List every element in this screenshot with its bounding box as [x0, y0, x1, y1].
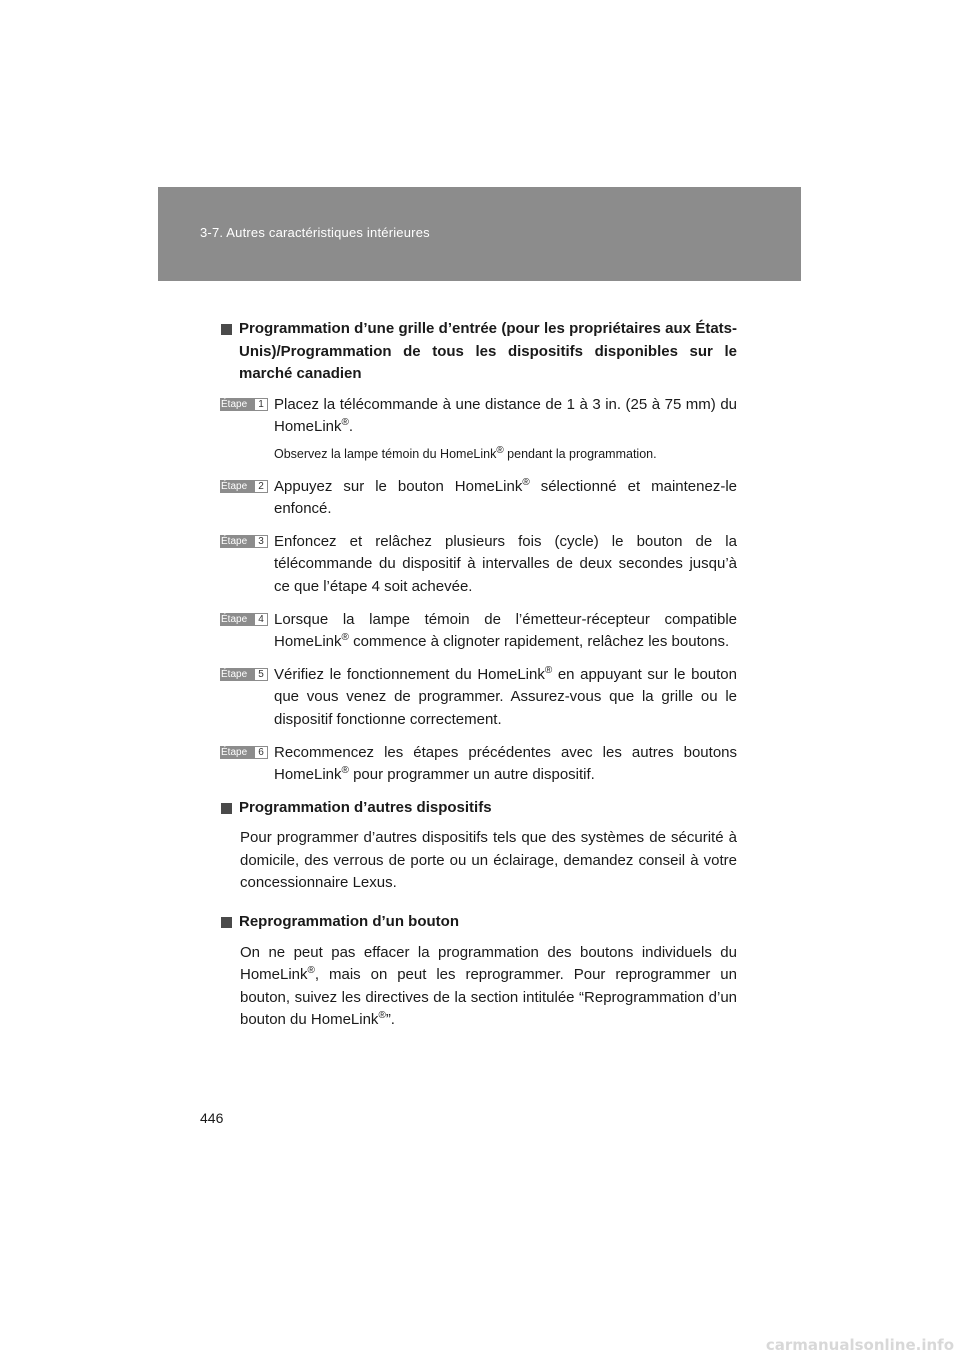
section-title: 3-7. Autres caractéristiques intérieures	[200, 225, 430, 240]
registered-mark: ®	[341, 765, 349, 777]
heading-reprogramming: Reprogrammation d’un bouton	[220, 911, 737, 934]
step-6: Étape 6 Recommencez les étapes précédentes avec les autres boutons HomeLink® pour programmer un autre dispositif.	[221, 743, 737, 784]
registered-mark: ®	[496, 444, 504, 456]
square-bullet-icon	[221, 324, 232, 335]
step-badge: Étape 4	[220, 613, 268, 626]
square-bullet-icon	[221, 917, 232, 928]
step-3: Étape 3 Enfoncez et relâchez plusieurs fois (cycle) le bouton de la télécommande du dispositif à intervalles de deux secondes jusqu’à ce que l’étape 4 soit achevée.	[221, 532, 737, 595]
square-bullet-icon	[221, 803, 232, 814]
step-badge: Étape 2	[220, 480, 268, 493]
paragraph-reprogramming: On ne peut pas effacer la programmation des boutons individuels du HomeLink®, mais on peut les reprogrammer. Pour reprogrammer un bouton, suivez les directives de la section intitulée “Reprogrammation d’un bouton du HomeLink®”.	[240, 943, 737, 1029]
step-1: Étape 1 Placez la télécommande à une distance de 1 à 3 in. (25 à 75 mm) du HomeLink®. Observez la lampe témoin du HomeLink® pendant la programmation.	[220, 394, 737, 466]
step-note: Observez la lampe témoin du HomeLink® pendant la programmation.	[274, 444, 657, 461]
heading-other-devices: Programmation d’autres dispositifs	[220, 797, 737, 820]
watermark: carmanualsonline.info	[765, 1336, 954, 1354]
registered-mark: ®	[522, 476, 530, 488]
paragraph-other-devices: Pour programmer d’autres dispositifs tels que des systèmes de sécurité à domicile, des verrous de porte ou un éclairage, demandez conseil à votre concessionnaire Lexus.	[240, 829, 737, 892]
step-5: Étape 5 Vérifiez le fonctionnement du HomeLink® en appuyant sur le bouton que vous venez de programmer. Assurez-vous que la grille ou le dispositif fonctionne correctement.	[221, 664, 737, 728]
registered-mark: ®	[341, 417, 349, 429]
step-2: Étape 2 Appuyez sur le bouton HomeLink® sélectionné et maintenez-le enfoncé.	[221, 476, 737, 518]
page-content	[220, 318, 737, 1042]
step-badge: Étape 1	[220, 398, 268, 411]
header-band	[158, 187, 801, 281]
step-badge: Étape 5	[220, 668, 268, 681]
registered-mark: ®	[307, 965, 315, 977]
heading-grille-programming: Programmation d’une grille d’entrée (pour les propriétaires aux États-Unis)/Programmation de tous les dispositifs disponibles sur le marché canadien	[220, 318, 737, 386]
registered-mark: ®	[544, 664, 553, 676]
page-number: 446	[200, 1110, 224, 1126]
step-4: Étape 4 Lorsque la lampe témoin de l’émetteur-récepteur compatible HomeLink® commence à clignoter rapidement, relâchez les boutons.	[221, 610, 737, 651]
step-badge: Étape 3	[220, 535, 268, 548]
registered-mark: ®	[341, 632, 349, 644]
step-badge: Étape 6	[220, 746, 268, 759]
registered-mark: ®	[378, 1010, 386, 1022]
